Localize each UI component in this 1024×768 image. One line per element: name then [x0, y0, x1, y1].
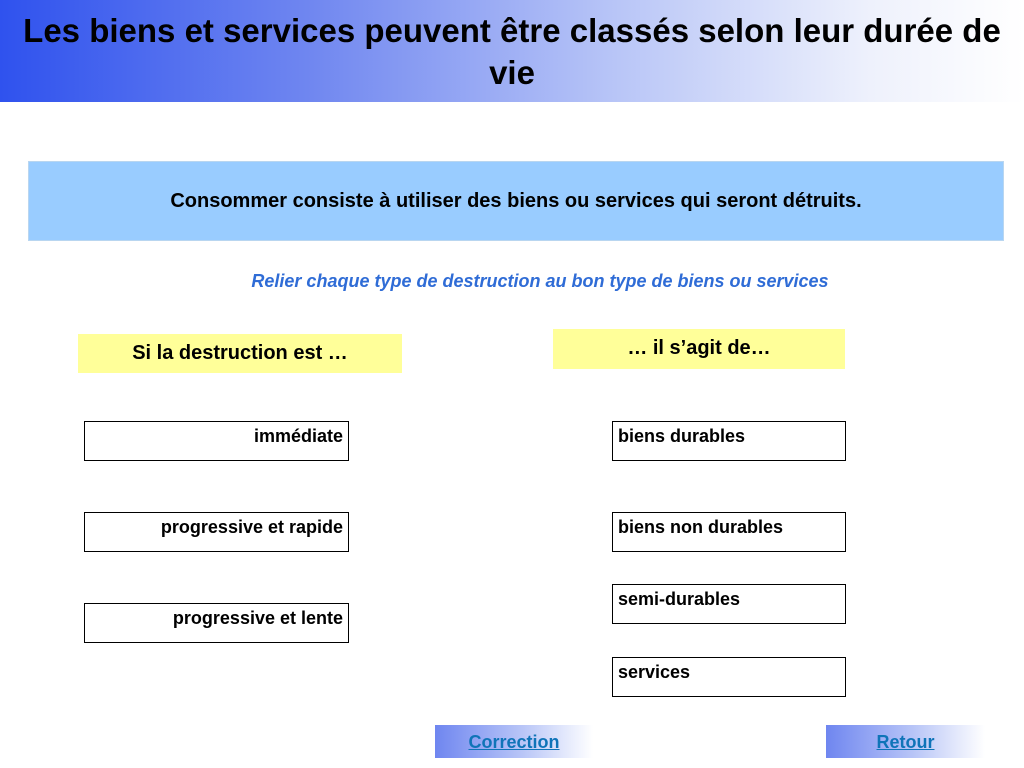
services-box[interactable]: services — [612, 657, 846, 697]
correction-button[interactable]: Correction — [435, 725, 593, 758]
instruction-text: Relier chaque type de destruction au bon type de biens ou services — [251, 271, 829, 291]
page-title: Les biens et services peuvent être classés selon leur durée de vie — [23, 12, 1001, 91]
retour-button[interactable]: Retour — [826, 725, 985, 758]
semi-durables-box[interactable]: semi-durables — [612, 584, 846, 624]
biens-durables-box[interactable]: biens durables — [612, 421, 846, 461]
destruction-progressive-lente-box[interactable]: progressive et lente — [84, 603, 349, 643]
definition-box — [28, 161, 1004, 241]
biens-non-durables-box[interactable]: biens non durables — [612, 512, 846, 552]
definition-text: Consommer consiste à utiliser des biens ou services qui seront détruits. — [170, 189, 862, 212]
left-column-header: Si la destruction est … — [78, 334, 402, 373]
right-column-header: … il s’agit de… — [553, 329, 845, 369]
destruction-progressive-rapide-box[interactable]: progressive et rapide — [84, 512, 349, 552]
destruction-immediate-box[interactable]: immédiate — [84, 421, 349, 461]
